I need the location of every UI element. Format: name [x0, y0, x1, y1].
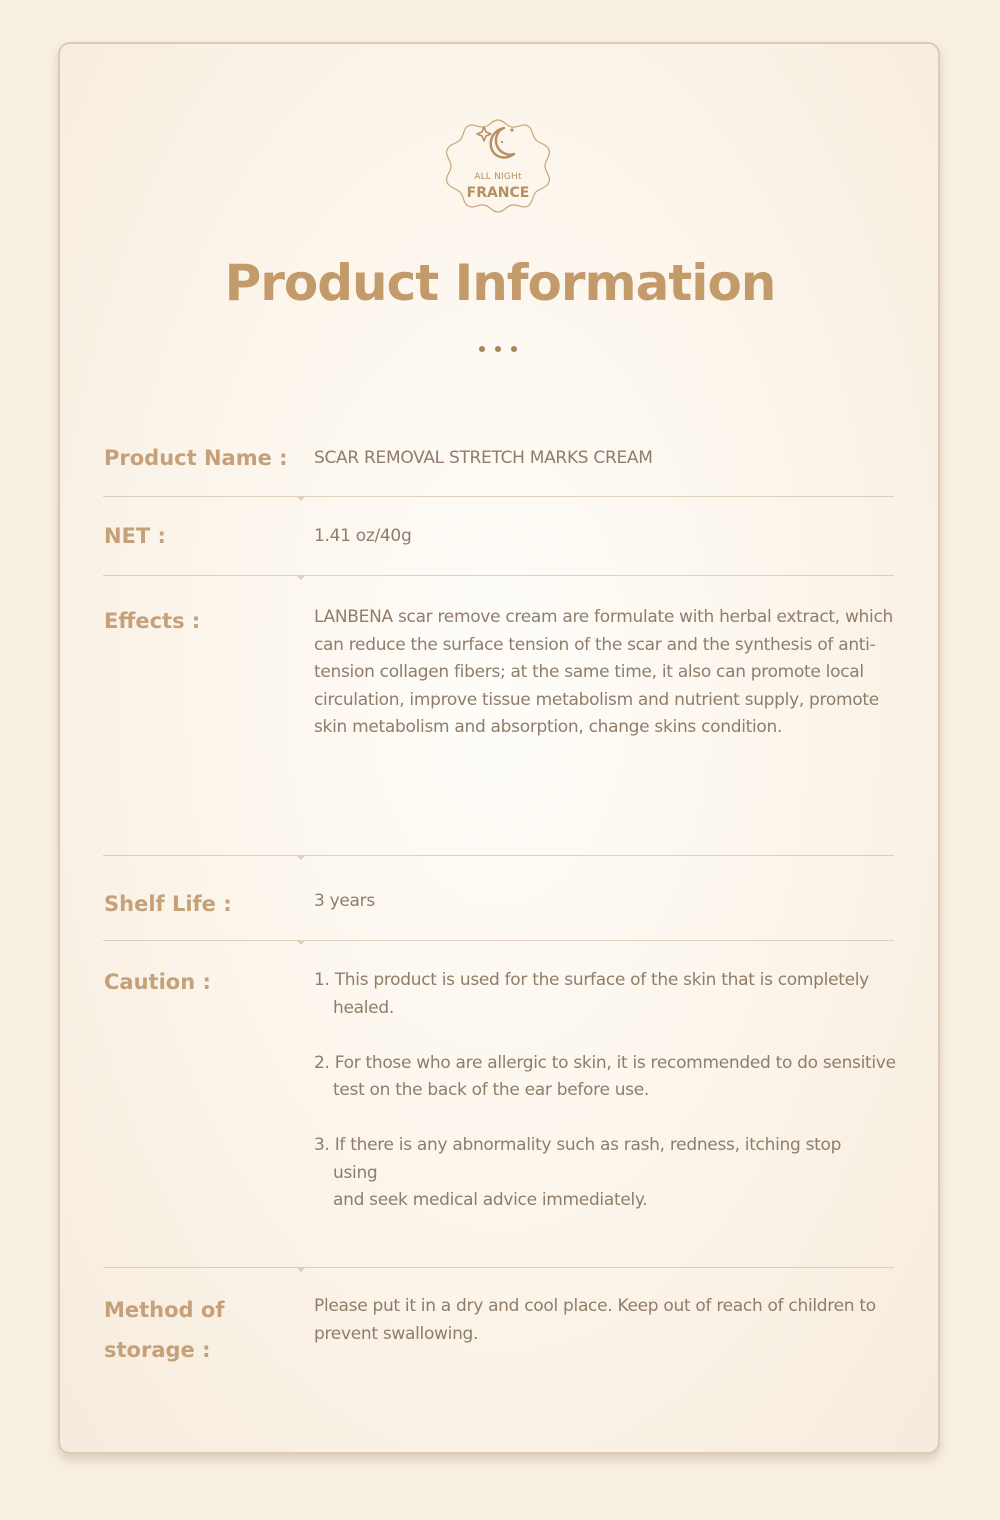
row-divider: [103, 1267, 894, 1268]
storage-value: Please put it in a dry and cool place. Keep out of reach of children to prevent swallowing.: [314, 1296, 876, 1344]
caution-item-2: 2. For those who are allergic to skin, it is recommended to do sensitive test on the back of the ear before use.: [314, 1052, 896, 1100]
shelf-life-value: 3 years: [314, 891, 375, 911]
page-title: Product Information: [224, 254, 776, 312]
badge-text-top: ALL NIGHt: [474, 172, 522, 182]
storage-label-line1: Method of: [104, 1298, 225, 1322]
row-divider: [103, 496, 894, 497]
badge-text-bottom: FRANCE: [466, 185, 530, 201]
caution-item-1: 1. This product is used for the surface of the skin that is completely healed.: [314, 970, 869, 1018]
row-divider: [103, 575, 894, 576]
row-divider: [103, 940, 894, 941]
caution-label: Caution :: [104, 970, 211, 994]
title-dots-divider: [479, 346, 519, 354]
shelf-life-label: Shelf Life :: [104, 892, 232, 916]
effects-value: LANBENA scar remove cream are formulate with herbal extract, which can reduce the surface tension of the scar and the synthesis of anti-tension collagen fibers; at the same time, it also can promote local circulation, improve tissue metabolism and nutrient supply, promote skin metabolism and absorption, change skins condition.: [314, 607, 893, 737]
brand-badge: [444, 108, 552, 220]
moon-stars-icon: [477, 127, 514, 157]
storage-label: [104, 1290, 224, 1370]
net-value: 1.41 oz/40g: [314, 526, 412, 546]
caution-list: [314, 967, 914, 1215]
storage-label-line2: storage :: [104, 1338, 211, 1362]
row-divider: [103, 855, 894, 856]
effects-label: Effects :: [104, 609, 201, 633]
product-name-label: Product Name :: [104, 446, 288, 470]
caution-item-3-continued: and seek medical advice immediately.: [333, 1190, 648, 1210]
caution-item-3: 3. If there is any abnormality such as rash, redness, itching stop using: [314, 1135, 842, 1183]
net-label: NET :: [104, 524, 166, 548]
product-name-value: SCAR REMOVAL STRETCH MARKS CREAM: [314, 448, 653, 468]
